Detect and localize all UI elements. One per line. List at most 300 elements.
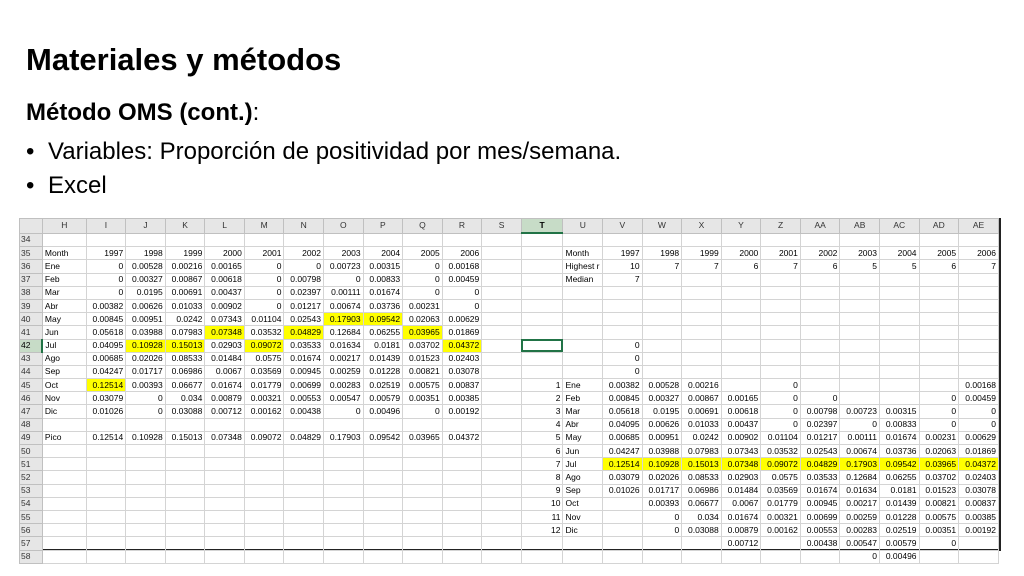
cell-t44[interactable] xyxy=(521,365,563,378)
cell-ac38[interactable] xyxy=(879,286,919,299)
cell-x34[interactable] xyxy=(682,233,722,247)
cell-h50[interactable] xyxy=(42,445,86,458)
cell-w34[interactable] xyxy=(642,233,682,247)
cell-y42[interactable] xyxy=(721,339,761,352)
cell-p34[interactable] xyxy=(363,233,403,247)
cell-j45[interactable]: 0.00393 xyxy=(126,379,166,392)
cell-n55[interactable] xyxy=(284,510,324,523)
cell-ae40[interactable] xyxy=(959,313,999,326)
cell-y40[interactable] xyxy=(721,313,761,326)
cell-l38[interactable]: 0.00437 xyxy=(205,286,245,299)
cell-t37[interactable] xyxy=(521,273,563,286)
cell-ac46[interactable] xyxy=(879,392,919,405)
cell-ab47[interactable]: 0.00723 xyxy=(840,405,880,418)
cell-p52[interactable] xyxy=(363,471,403,484)
cell-r52[interactable] xyxy=(442,471,482,484)
cell-w49[interactable]: 0.00951 xyxy=(642,431,682,444)
cell-l34[interactable] xyxy=(205,233,245,247)
cell-ae48[interactable]: 0 xyxy=(959,418,999,431)
cell-y56[interactable]: 0.00879 xyxy=(721,524,761,537)
cell-ab41[interactable] xyxy=(840,326,880,339)
cell-ae45[interactable]: 0.00168 xyxy=(959,379,999,392)
cell-y50[interactable]: 0.07343 xyxy=(721,445,761,458)
cell-ab44[interactable] xyxy=(840,365,880,378)
cell-o54[interactable] xyxy=(324,497,364,510)
cell-z56[interactable]: 0.00162 xyxy=(761,524,801,537)
cell-n53[interactable] xyxy=(284,484,324,497)
cell-p48[interactable] xyxy=(363,418,403,431)
cell-w54[interactable]: 0.00393 xyxy=(642,497,682,510)
column-header-u[interactable]: U xyxy=(563,219,603,234)
cell-ac43[interactable] xyxy=(879,352,919,365)
cell-z47[interactable]: 0 xyxy=(761,405,801,418)
cell-r44[interactable]: 0.03078 xyxy=(442,365,482,378)
cell-v49[interactable]: 0.00685 xyxy=(603,431,643,444)
cell-p53[interactable] xyxy=(363,484,403,497)
cell-v35[interactable]: 1997 xyxy=(603,247,643,260)
cell-s58[interactable] xyxy=(482,550,522,563)
cell-m53[interactable] xyxy=(244,484,284,497)
cell-o43[interactable]: 0.00217 xyxy=(324,352,364,365)
cell-ac37[interactable] xyxy=(879,273,919,286)
cell-z45[interactable]: 0 xyxy=(761,379,801,392)
cell-ab38[interactable] xyxy=(840,286,880,299)
cell-aa41[interactable] xyxy=(800,326,840,339)
cell-p49[interactable]: 0.09542 xyxy=(363,431,403,444)
cell-z50[interactable]: 0.03532 xyxy=(761,445,801,458)
cell-n46[interactable]: 0.00553 xyxy=(284,392,324,405)
cell-ac39[interactable] xyxy=(879,299,919,312)
column-header-z[interactable]: Z xyxy=(761,219,801,234)
cell-ae37[interactable] xyxy=(959,273,999,286)
cell-i48[interactable] xyxy=(86,418,126,431)
cell-t38[interactable] xyxy=(521,286,563,299)
cell-m51[interactable] xyxy=(244,458,284,471)
cell-ac55[interactable]: 0.01228 xyxy=(879,510,919,523)
cell-k47[interactable]: 0.03088 xyxy=(165,405,205,418)
cell-ab48[interactable]: 0 xyxy=(840,418,880,431)
cell-x40[interactable] xyxy=(682,313,722,326)
row-header[interactable]: 50 xyxy=(20,445,43,458)
cell-ae38[interactable] xyxy=(959,286,999,299)
cell-t41[interactable] xyxy=(521,326,563,339)
cell-y36[interactable]: 6 xyxy=(721,260,761,273)
cell-y38[interactable] xyxy=(721,286,761,299)
cell-j52[interactable] xyxy=(126,471,166,484)
cell-s44[interactable] xyxy=(482,365,522,378)
cell-k52[interactable] xyxy=(165,471,205,484)
cell-aa52[interactable]: 0.03533 xyxy=(800,471,840,484)
cell-y58[interactable] xyxy=(721,550,761,563)
cell-n48[interactable] xyxy=(284,418,324,431)
cell-s36[interactable] xyxy=(482,260,522,273)
cell-u37[interactable]: Median xyxy=(563,273,603,286)
cell-i57[interactable] xyxy=(86,537,126,550)
cell-u43[interactable] xyxy=(563,352,603,365)
cell-l37[interactable]: 0.00618 xyxy=(205,273,245,286)
cell-t35[interactable] xyxy=(521,247,563,260)
cell-i44[interactable]: 0.04247 xyxy=(86,365,126,378)
cell-h36[interactable]: Ene xyxy=(42,260,86,273)
cell-ad50[interactable]: 0.02063 xyxy=(919,445,959,458)
cell-x58[interactable] xyxy=(682,550,722,563)
cell-ae43[interactable] xyxy=(959,352,999,365)
cell-x48[interactable]: 0.01033 xyxy=(682,418,722,431)
cell-r42[interactable]: 0.04372 xyxy=(442,339,482,352)
cell-m41[interactable]: 0.03532 xyxy=(244,326,284,339)
cell-s52[interactable] xyxy=(482,471,522,484)
cell-aa57[interactable]: 0.00438 xyxy=(800,537,840,550)
cell-m49[interactable]: 0.09072 xyxy=(244,431,284,444)
cell-ad43[interactable] xyxy=(919,352,959,365)
cell-ab55[interactable]: 0.00259 xyxy=(840,510,880,523)
cell-ae41[interactable] xyxy=(959,326,999,339)
cell-r58[interactable] xyxy=(442,550,482,563)
cell-v55[interactable] xyxy=(603,510,643,523)
cell-ae47[interactable]: 0 xyxy=(959,405,999,418)
cell-y57[interactable]: 0.00712 xyxy=(721,537,761,550)
cell-o35[interactable]: 2003 xyxy=(324,247,364,260)
column-header-p[interactable]: P xyxy=(363,219,403,234)
cell-ab57[interactable]: 0.00547 xyxy=(840,537,880,550)
cell-w53[interactable]: 0.01717 xyxy=(642,484,682,497)
cell-o34[interactable] xyxy=(324,233,364,247)
row-header[interactable]: 37 xyxy=(20,273,43,286)
cell-q50[interactable] xyxy=(403,445,443,458)
cell-p51[interactable] xyxy=(363,458,403,471)
cell-aa38[interactable] xyxy=(800,286,840,299)
cell-w57[interactable] xyxy=(642,537,682,550)
cell-y48[interactable]: 0.00437 xyxy=(721,418,761,431)
cell-j44[interactable]: 0.01717 xyxy=(126,365,166,378)
cell-h57[interactable] xyxy=(42,537,86,550)
cell-r37[interactable]: 0.00459 xyxy=(442,273,482,286)
row-header[interactable]: 41 xyxy=(20,326,43,339)
cell-k44[interactable]: 0.06986 xyxy=(165,365,205,378)
cell-ae54[interactable]: 0.00837 xyxy=(959,497,999,510)
cell-i34[interactable] xyxy=(86,233,126,247)
cell-q54[interactable] xyxy=(403,497,443,510)
cell-o49[interactable]: 0.17903 xyxy=(324,431,364,444)
cell-aa48[interactable]: 0.02397 xyxy=(800,418,840,431)
cell-k34[interactable] xyxy=(165,233,205,247)
cell-k40[interactable]: 0.0242 xyxy=(165,313,205,326)
cell-l48[interactable] xyxy=(205,418,245,431)
cell-v52[interactable]: 0.03079 xyxy=(603,471,643,484)
cell-i47[interactable]: 0.01026 xyxy=(86,405,126,418)
cell-t50[interactable]: 6 xyxy=(521,445,563,458)
cell-j54[interactable] xyxy=(126,497,166,510)
cell-q49[interactable]: 0.03965 xyxy=(403,431,443,444)
cell-i53[interactable] xyxy=(86,484,126,497)
cell-h48[interactable] xyxy=(42,418,86,431)
cell-m50[interactable] xyxy=(244,445,284,458)
cell-aa44[interactable] xyxy=(800,365,840,378)
row-header[interactable]: 43 xyxy=(20,352,43,365)
cell-h40[interactable]: May xyxy=(42,313,86,326)
cell-i49[interactable]: 0.12514 xyxy=(86,431,126,444)
cell-w55[interactable]: 0 xyxy=(642,510,682,523)
cell-u52[interactable]: Ago xyxy=(563,471,603,484)
cell-aa47[interactable]: 0.00798 xyxy=(800,405,840,418)
cell-j35[interactable]: 1998 xyxy=(126,247,166,260)
cell-o58[interactable] xyxy=(324,550,364,563)
cell-t51[interactable]: 7 xyxy=(521,458,563,471)
cell-ad36[interactable]: 6 xyxy=(919,260,959,273)
cell-s48[interactable] xyxy=(482,418,522,431)
cell-i37[interactable]: 0 xyxy=(86,273,126,286)
cell-r36[interactable]: 0.00168 xyxy=(442,260,482,273)
cell-h52[interactable] xyxy=(42,471,86,484)
cell-u55[interactable]: Nov xyxy=(563,510,603,523)
cell-o42[interactable]: 0.01634 xyxy=(324,339,364,352)
cell-w35[interactable]: 1998 xyxy=(642,247,682,260)
cell-m55[interactable] xyxy=(244,510,284,523)
cell-x35[interactable]: 1999 xyxy=(682,247,722,260)
cell-k51[interactable] xyxy=(165,458,205,471)
cell-k37[interactable]: 0.00867 xyxy=(165,273,205,286)
cell-h47[interactable]: Dic xyxy=(42,405,86,418)
cell-p58[interactable] xyxy=(363,550,403,563)
cell-j46[interactable]: 0 xyxy=(126,392,166,405)
cell-w41[interactable] xyxy=(642,326,682,339)
cell-s46[interactable] xyxy=(482,392,522,405)
cell-o47[interactable]: 0 xyxy=(324,405,364,418)
cell-s54[interactable] xyxy=(482,497,522,510)
cell-o51[interactable] xyxy=(324,458,364,471)
cell-r34[interactable] xyxy=(442,233,482,247)
cell-l49[interactable]: 0.07348 xyxy=(205,431,245,444)
cell-s47[interactable] xyxy=(482,405,522,418)
cell-x39[interactable] xyxy=(682,299,722,312)
row-header[interactable]: 54 xyxy=(20,497,43,510)
cell-ae56[interactable]: 0.00192 xyxy=(959,524,999,537)
cell-ae36[interactable]: 7 xyxy=(959,260,999,273)
row-header[interactable]: 45 xyxy=(20,379,43,392)
cell-h43[interactable]: Ago xyxy=(42,352,86,365)
cell-w36[interactable]: 7 xyxy=(642,260,682,273)
cell-i56[interactable] xyxy=(86,524,126,537)
cell-j37[interactable]: 0.00327 xyxy=(126,273,166,286)
cell-k46[interactable]: 0.034 xyxy=(165,392,205,405)
cell-o48[interactable] xyxy=(324,418,364,431)
cell-v41[interactable] xyxy=(603,326,643,339)
cell-x52[interactable]: 0.08533 xyxy=(682,471,722,484)
cell-ab39[interactable] xyxy=(840,299,880,312)
cell-ac41[interactable] xyxy=(879,326,919,339)
cell-n56[interactable] xyxy=(284,524,324,537)
cell-ab52[interactable]: 0.12684 xyxy=(840,471,880,484)
cell-q34[interactable] xyxy=(403,233,443,247)
cell-z35[interactable]: 2001 xyxy=(761,247,801,260)
cell-ab37[interactable] xyxy=(840,273,880,286)
cell-l44[interactable]: 0.0067 xyxy=(205,365,245,378)
cell-m43[interactable]: 0.0575 xyxy=(244,352,284,365)
cell-ad54[interactable]: 0.00821 xyxy=(919,497,959,510)
cell-o56[interactable] xyxy=(324,524,364,537)
cell-s56[interactable] xyxy=(482,524,522,537)
cell-z38[interactable] xyxy=(761,286,801,299)
cell-p42[interactable]: 0.0181 xyxy=(363,339,403,352)
column-header-x[interactable]: X xyxy=(682,219,722,234)
cell-p43[interactable]: 0.01439 xyxy=(363,352,403,365)
cell-m42[interactable]: 0.09072 xyxy=(244,339,284,352)
cell-ae44[interactable] xyxy=(959,365,999,378)
cell-h35[interactable]: Month xyxy=(42,247,86,260)
cell-ab56[interactable]: 0.00283 xyxy=(840,524,880,537)
column-header-l[interactable]: L xyxy=(205,219,245,234)
cell-w51[interactable]: 0.10928 xyxy=(642,458,682,471)
row-header[interactable]: 52 xyxy=(20,471,43,484)
cell-w38[interactable] xyxy=(642,286,682,299)
cell-m45[interactable]: 0.01779 xyxy=(244,379,284,392)
cell-w45[interactable]: 0.00528 xyxy=(642,379,682,392)
cell-n38[interactable]: 0.02397 xyxy=(284,286,324,299)
column-header-o[interactable]: O xyxy=(324,219,364,234)
cell-x54[interactable]: 0.06677 xyxy=(682,497,722,510)
cell-t34[interactable] xyxy=(521,233,563,247)
cell-h38[interactable]: Mar xyxy=(42,286,86,299)
cell-n43[interactable]: 0.01674 xyxy=(284,352,324,365)
cell-o38[interactable]: 0.00111 xyxy=(324,286,364,299)
cell-o36[interactable]: 0.00723 xyxy=(324,260,364,273)
cell-ac34[interactable] xyxy=(879,233,919,247)
cell-ad57[interactable]: 0 xyxy=(919,537,959,550)
cell-ae52[interactable]: 0.02403 xyxy=(959,471,999,484)
cell-ac53[interactable]: 0.0181 xyxy=(879,484,919,497)
cell-ae51[interactable]: 0.04372 xyxy=(959,458,999,471)
cell-q40[interactable]: 0.02063 xyxy=(403,313,443,326)
cell-p37[interactable]: 0.00833 xyxy=(363,273,403,286)
cell-i40[interactable]: 0.00845 xyxy=(86,313,126,326)
cell-h54[interactable] xyxy=(42,497,86,510)
cell-ac45[interactable] xyxy=(879,379,919,392)
row-header[interactable]: 49 xyxy=(20,431,43,444)
cell-r54[interactable] xyxy=(442,497,482,510)
cell-ac58[interactable]: 0.00496 xyxy=(879,550,919,563)
cell-w39[interactable] xyxy=(642,299,682,312)
cell-p50[interactable] xyxy=(363,445,403,458)
cell-ab45[interactable] xyxy=(840,379,880,392)
cell-k50[interactable] xyxy=(165,445,205,458)
cell-k41[interactable]: 0.07983 xyxy=(165,326,205,339)
cell-q52[interactable] xyxy=(403,471,443,484)
cell-v40[interactable] xyxy=(603,313,643,326)
cell-o52[interactable] xyxy=(324,471,364,484)
cell-w47[interactable]: 0.0195 xyxy=(642,405,682,418)
cell-ac56[interactable]: 0.02519 xyxy=(879,524,919,537)
cell-l50[interactable] xyxy=(205,445,245,458)
cell-j55[interactable] xyxy=(126,510,166,523)
cell-p55[interactable] xyxy=(363,510,403,523)
cell-j48[interactable] xyxy=(126,418,166,431)
cell-u34[interactable] xyxy=(563,233,603,247)
cell-p35[interactable]: 2004 xyxy=(363,247,403,260)
cell-y35[interactable]: 2000 xyxy=(721,247,761,260)
cell-v44[interactable]: 0 xyxy=(603,365,643,378)
cell-m38[interactable]: 0 xyxy=(244,286,284,299)
cell-z49[interactable]: 0.01104 xyxy=(761,431,801,444)
cell-ad40[interactable] xyxy=(919,313,959,326)
cell-l47[interactable]: 0.00712 xyxy=(205,405,245,418)
cell-h41[interactable]: Jun xyxy=(42,326,86,339)
cell-ad46[interactable]: 0 xyxy=(919,392,959,405)
cell-i38[interactable]: 0 xyxy=(86,286,126,299)
cell-k54[interactable] xyxy=(165,497,205,510)
cell-v34[interactable] xyxy=(603,233,643,247)
cell-p38[interactable]: 0.01674 xyxy=(363,286,403,299)
cell-t53[interactable]: 9 xyxy=(521,484,563,497)
column-header-ab[interactable]: AB xyxy=(840,219,880,234)
cell-m36[interactable]: 0 xyxy=(244,260,284,273)
cell-ae49[interactable]: 0.00629 xyxy=(959,431,999,444)
cell-l46[interactable]: 0.00879 xyxy=(205,392,245,405)
cell-z44[interactable] xyxy=(761,365,801,378)
cell-i43[interactable]: 0.00685 xyxy=(86,352,126,365)
cell-aa39[interactable] xyxy=(800,299,840,312)
cell-v53[interactable]: 0.01026 xyxy=(603,484,643,497)
cell-ac36[interactable]: 5 xyxy=(879,260,919,273)
cell-r35[interactable]: 2006 xyxy=(442,247,482,260)
cell-x41[interactable] xyxy=(682,326,722,339)
cell-ae35[interactable]: 2006 xyxy=(959,247,999,260)
cell-h58[interactable] xyxy=(42,550,86,563)
cell-n47[interactable]: 0.00438 xyxy=(284,405,324,418)
cell-z53[interactable]: 0.03569 xyxy=(761,484,801,497)
cell-h39[interactable]: Abr xyxy=(42,299,86,312)
cell-o53[interactable] xyxy=(324,484,364,497)
cell-i54[interactable] xyxy=(86,497,126,510)
cell-aa58[interactable] xyxy=(800,550,840,563)
cell-r47[interactable]: 0.00192 xyxy=(442,405,482,418)
cell-k36[interactable]: 0.00216 xyxy=(165,260,205,273)
cell-p54[interactable] xyxy=(363,497,403,510)
cell-y45[interactable] xyxy=(721,379,761,392)
column-header-w[interactable]: W xyxy=(642,219,682,234)
row-header[interactable]: 47 xyxy=(20,405,43,418)
cell-r40[interactable]: 0.00629 xyxy=(442,313,482,326)
cell-w44[interactable] xyxy=(642,365,682,378)
cell-z57[interactable] xyxy=(761,537,801,550)
cell-r46[interactable]: 0.00385 xyxy=(442,392,482,405)
cell-h34[interactable] xyxy=(42,233,86,247)
cell-z41[interactable] xyxy=(761,326,801,339)
cell-u57[interactable] xyxy=(563,537,603,550)
cell-ad58[interactable] xyxy=(919,550,959,563)
cell-t58[interactable] xyxy=(521,550,563,563)
cell-y37[interactable] xyxy=(721,273,761,286)
cell-ae50[interactable]: 0.01869 xyxy=(959,445,999,458)
cell-ad37[interactable] xyxy=(919,273,959,286)
cell-x42[interactable] xyxy=(682,339,722,352)
cell-x38[interactable] xyxy=(682,286,722,299)
cell-z42[interactable] xyxy=(761,339,801,352)
cell-n39[interactable]: 0.01217 xyxy=(284,299,324,312)
cell-s53[interactable] xyxy=(482,484,522,497)
row-header[interactable]: 38 xyxy=(20,286,43,299)
cell-l57[interactable] xyxy=(205,537,245,550)
cell-v57[interactable] xyxy=(603,537,643,550)
cell-x36[interactable]: 7 xyxy=(682,260,722,273)
cell-t40[interactable] xyxy=(521,313,563,326)
column-header-t[interactable]: T xyxy=(521,219,563,234)
cell-t43[interactable] xyxy=(521,352,563,365)
cell-ab53[interactable]: 0.01634 xyxy=(840,484,880,497)
cell-ae46[interactable]: 0.00459 xyxy=(959,392,999,405)
cell-l51[interactable] xyxy=(205,458,245,471)
cell-ab40[interactable] xyxy=(840,313,880,326)
cell-l35[interactable]: 2000 xyxy=(205,247,245,260)
